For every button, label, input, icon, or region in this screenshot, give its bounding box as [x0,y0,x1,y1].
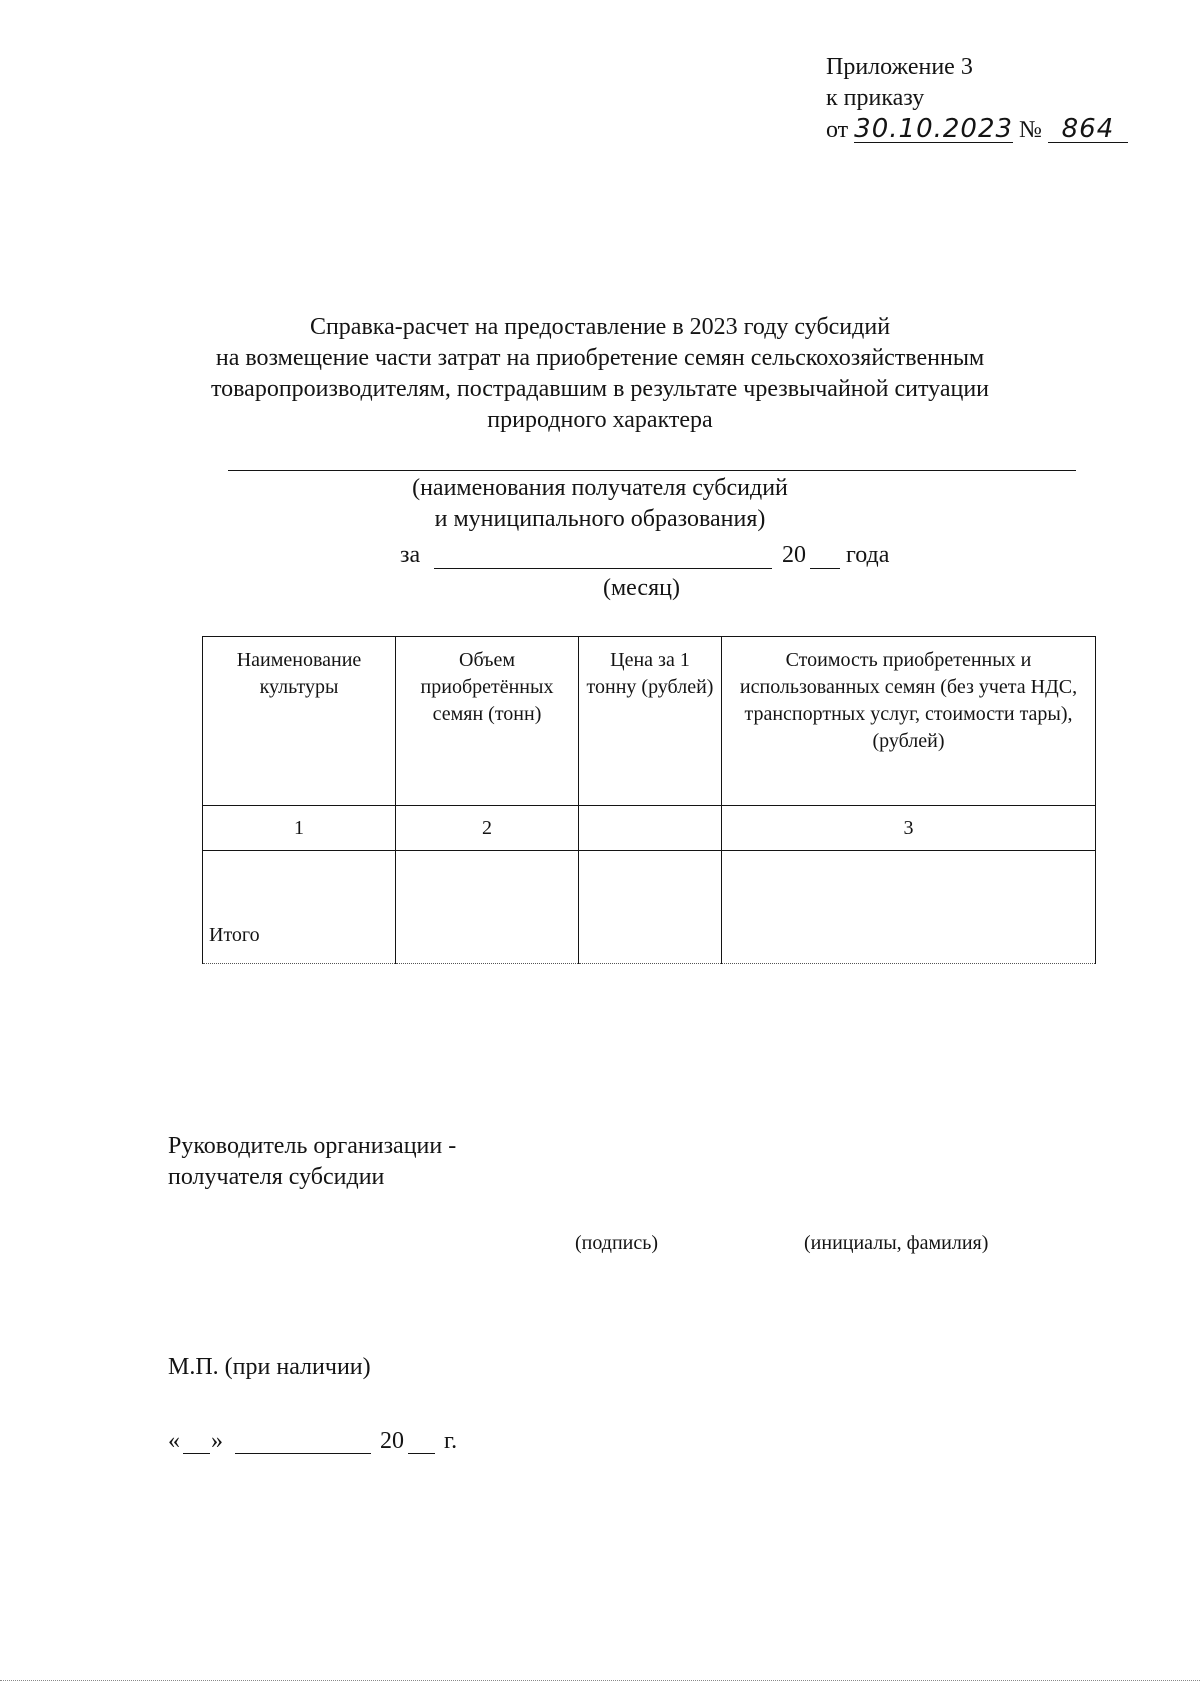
scan-edge-line [0,1680,1200,1681]
column-number: 2 [396,806,579,851]
title-line: на возмещение части затрат на приобретение семян сельскохозяйственным [215,345,985,371]
total-label: Итого [203,851,396,964]
title-line: товаропроизводителям, пострадавшим в результате чрезвычайной ситуации [210,376,990,402]
date-suffix: г. [444,1428,458,1454]
date-year-prefix: 20 [380,1428,404,1454]
stamp-label: М.П. (при наличии) [168,1354,371,1380]
period-suffix: года [846,542,890,568]
recipient-blank-line [228,470,1076,471]
year-blank-line [810,568,840,569]
handwritten-number: 864 [1048,116,1128,143]
signature-caption: (подпись) [575,1232,659,1254]
from-label: от [826,117,849,143]
column-number: 1 [203,806,396,851]
table-total-row [203,851,1096,964]
recipient-caption [120,473,1080,535]
month-blank-line [434,568,772,569]
total-cell [396,851,579,964]
recipient-caption-line: и муниципального образования) [434,506,766,532]
table-header-row [203,637,1096,806]
month-caption: (месяц) [603,575,680,601]
recipient-caption-line: (наименования получателя субсидий [412,475,788,501]
day-blank-line [183,1453,210,1454]
order-reference: к приказу [826,85,925,111]
total-cell [722,851,1096,964]
header-price-per-ton: Цена за 1 тонну (рублей) [579,637,722,806]
signatory-line: получателя субсидии [168,1164,385,1190]
header-seed-cost: Стоимость приобретенных и использованных семян (без учета НДС, транспортных услуг, стоимости тары), (рублей) [722,637,1096,806]
signatory-line: Руководитель организации - [168,1133,457,1159]
calculation-table [202,636,1096,964]
header-seed-volume: Объем приобретённых семян (тонн) [396,637,579,806]
column-number: 3 [722,806,1096,851]
title-line: природного характера [487,407,713,433]
name-caption: (инициалы, фамилия) [804,1232,989,1254]
handwritten-date: 30.10.2023 [854,114,1014,144]
number-sign: № [1019,117,1042,143]
total-cell [579,851,722,964]
document-title [120,312,1080,436]
date-month-blank-line [235,1453,371,1454]
signatory-title [168,1131,456,1193]
table-number-row [203,806,1096,851]
column-number [579,806,722,851]
period-year: 20 [782,542,806,568]
title-line: Справка-расчет на предоставление в 2023 году субсидий [309,314,891,340]
date-open-quote: « [168,1428,180,1454]
appendix-label: Приложение 3 [826,54,973,80]
header-crop-name: Наименование культуры [203,637,396,806]
date-year-blank-line [408,1453,435,1454]
period-prefix: за [400,542,421,568]
date-close-quote: » [211,1428,223,1454]
order-date-line [826,115,1128,146]
